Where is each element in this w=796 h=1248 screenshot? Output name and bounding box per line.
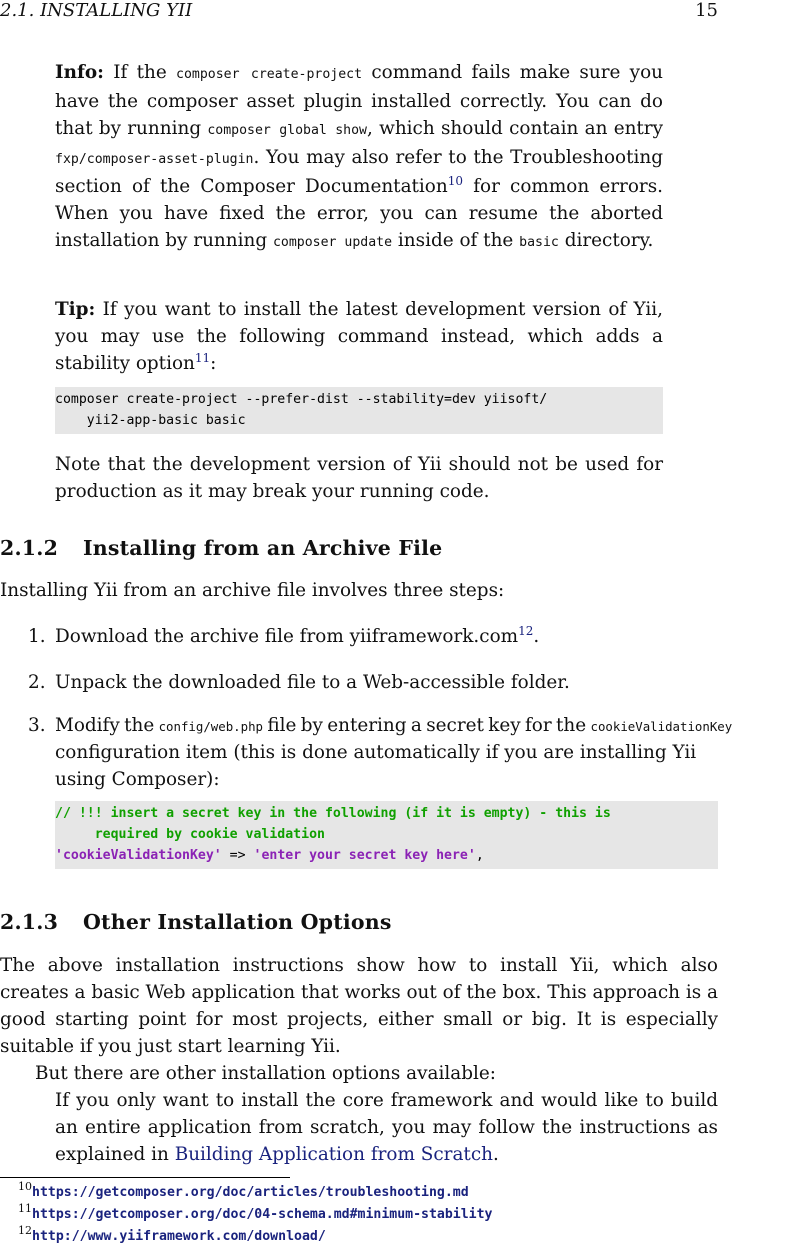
footnote-ref-12[interactable]: 12 xyxy=(518,624,534,638)
code-comment: // !!! insert a secret key in the following (if it is empty) - this is xyxy=(55,806,611,821)
footnote-link[interactable]: http://www.yiiframework.com/download/ xyxy=(32,1229,326,1244)
footnote-ref-10[interactable]: 10 xyxy=(447,174,464,188)
info-note xyxy=(55,59,663,256)
section-title: Installing from an Archive File xyxy=(83,536,443,560)
footnote xyxy=(18,1204,493,1226)
options-paragraph: The above installation instructions show how to install Yii, which also creates a basic Web application that works out of the box. This approach is a good starting point for most projects, either small or big. It is especially suitable if you just start learning Yii. xyxy=(0,955,718,1057)
dev-note-text: Note that the development version of Yii should not be used for production as it may break your running code. xyxy=(55,454,663,502)
info-paragraph: Info: If the composer create-project command fails make sure you have the composer asset plugin installed correctly. You can do that by running composer global show, which should contain an entry fxp/composer-asset-plugin. You may also refer to the Troubleshooting section of the Composer Documentation$^{10}$ for common errors. When you have fixed the error, you can resume the aborted installation by running composer update inside of the basic directory. xyxy=(55,62,663,251)
dev-note xyxy=(55,451,663,505)
footnote-link[interactable]: https://getcomposer.org/doc/04-schema.md#minimum-stability xyxy=(32,1207,493,1222)
list-number: 1. xyxy=(28,626,46,647)
section-number: 2.1.2 xyxy=(0,536,59,560)
options-lead: But there are other installation options available: xyxy=(35,1063,496,1084)
inline-code: config/web.php xyxy=(158,719,264,734)
code-string: 'cookieValidationKey' xyxy=(55,848,222,863)
code-block-composer xyxy=(55,387,663,434)
list-number: 3. xyxy=(28,715,46,736)
list-number: 2. xyxy=(28,672,46,693)
footnote-number: 10 xyxy=(18,1180,32,1193)
code-block-config: // !!! insert a secret key in the following (if it is empty) - this is required by cookie validation 'cookieValidationKey' => 'enter your secret key here', xyxy=(55,801,718,869)
code-line: composer create-project --prefer-dist --stability=dev yiisoft/ xyxy=(55,392,548,407)
footnote-ref-11[interactable]: 11 xyxy=(194,351,211,365)
section-number: 2.1.3 xyxy=(0,910,59,934)
inline-code: fxp/composer-asset-plugin xyxy=(55,152,254,167)
header-section: 2.1. INSTALLING YII xyxy=(0,0,193,21)
inline-code: cookieValidationKey xyxy=(590,719,733,734)
section-title: Other Installation Options xyxy=(83,910,392,934)
inline-code: basic xyxy=(519,235,559,250)
inline-code: composer create-project xyxy=(176,67,363,82)
footnote-number: 11 xyxy=(18,1202,32,1215)
section-heading-2-1-3 xyxy=(0,909,392,936)
footnote xyxy=(18,1182,469,1204)
info-label: Info: xyxy=(55,62,104,83)
running-header xyxy=(0,0,718,22)
inline-code: composer global show xyxy=(207,123,367,138)
tip-label: Tip: xyxy=(55,299,96,320)
scratch-paragraph: If you only want to install the core framework and would like to build an entire application from scratch, you may follow the instructions as explained in Building Application from Scratch. xyxy=(55,1090,718,1165)
archive-intro: Installing Yii from an archive file involves three steps: xyxy=(0,580,505,601)
code-string: 'enter your secret key here' xyxy=(253,848,476,863)
tip-note xyxy=(55,296,663,377)
code-line: yii2-app-basic basic xyxy=(55,413,246,428)
code-comment: required by cookie validation xyxy=(55,827,325,842)
inline-code: composer update xyxy=(272,235,393,250)
building-from-scratch-link[interactable]: Building Application from Scratch xyxy=(174,1144,493,1165)
footnote-link[interactable]: https://getcomposer.org/doc/articles/troubleshooting.md xyxy=(32,1185,469,1200)
footnote-number: 12 xyxy=(18,1224,32,1237)
footnote xyxy=(18,1226,326,1248)
footnote-rule xyxy=(0,1177,290,1178)
page-number: 15 xyxy=(695,0,718,21)
section-heading-2-1-2 xyxy=(0,535,442,562)
tip-paragraph: Tip: If you want to install the latest development version of Yii, you may use the following command instead, which adds a stability option$^{11}$: xyxy=(55,299,663,374)
